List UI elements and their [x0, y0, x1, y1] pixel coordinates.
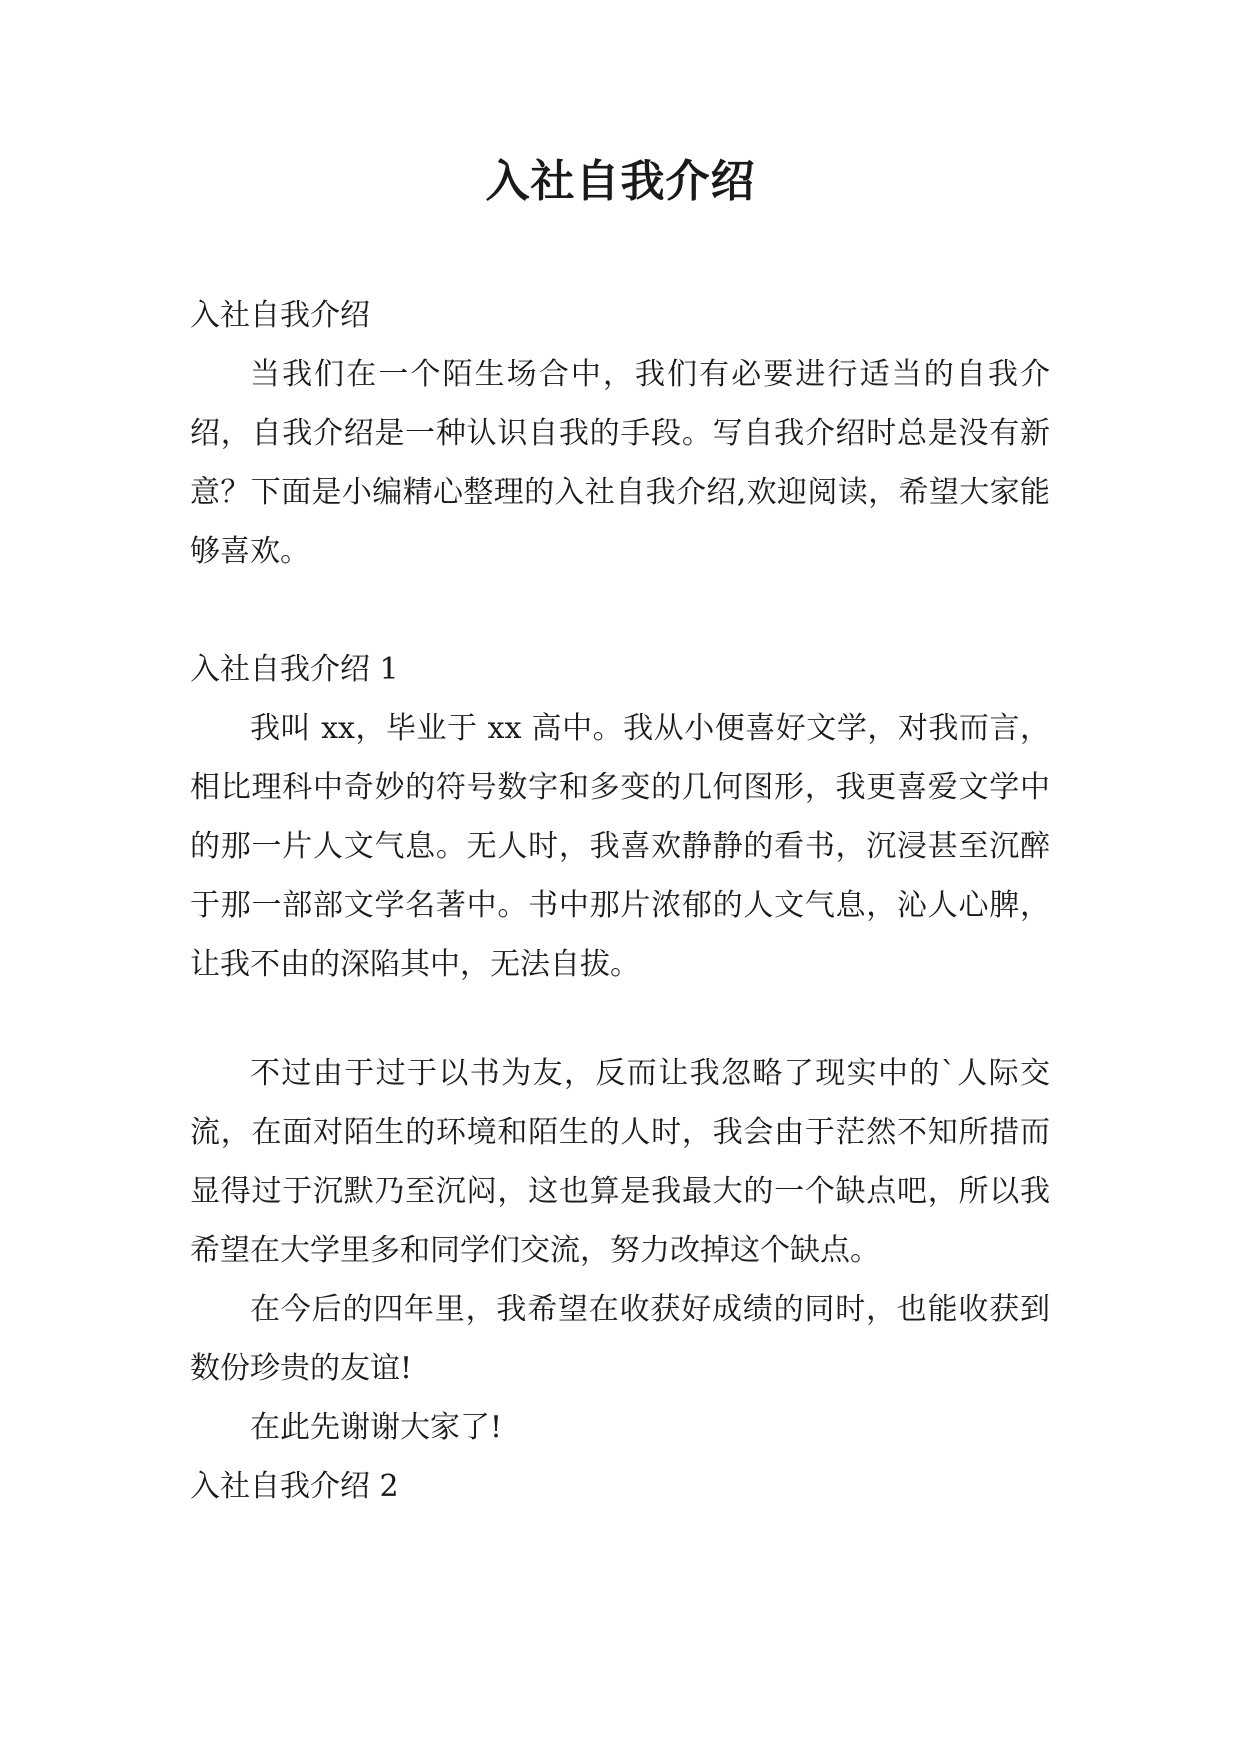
paragraph-1-c: 在今后的四年里，我希望在收获好成绩的同时，也能收获到数份珍贵的友谊!: [190, 1292, 1050, 1386]
section-heading-2: 入社自我介绍 2: [190, 1469, 399, 1504]
section-heading-1: 入社自我介绍 1: [190, 652, 399, 687]
document-body: [190, 286, 1050, 1516]
section-heading-intro: 入社自我介绍: [190, 298, 370, 333]
paragraph-1-b: 不过由于过于以书为友，反而让我忽略了现实中的`人际交流，在面对陌生的环境和陌生的人时，我会由于茫然不知所措而显得过于沉默乃至沉闷，这也算是我最大的一个缺点吧，所以我希望在大学里多和同学们交流，努力改掉这个缺点。: [190, 1056, 1050, 1268]
paragraph-intro: 当我们在一个陌生场合中，我们有必要进行适当的自我介绍，自我介绍是一种认识自我的手段。写自我介绍时总是没有新意？下面是小编精心整理的入社自我介绍,欢迎阅读，希望大家能够喜欢。: [190, 357, 1050, 569]
document-title: 入社自我介绍: [485, 156, 756, 207]
paragraph-1-a: 我叫 xx，毕业于 xx 高中。我从小便喜好文学，对我而言，相比理科中奇妙的符号数字和多变的几何图形，我更喜爱文学中的那一片人文气息。无人时，我喜欢静静的看书，沉浸甚至沉醉于那一部部文学名著中。书中那片浓郁的人文气息，沁人心脾，让我不由的深陷其中，无法自拔。: [190, 711, 1050, 982]
paragraph-1-d: 在此先谢谢大家了!: [250, 1410, 503, 1445]
